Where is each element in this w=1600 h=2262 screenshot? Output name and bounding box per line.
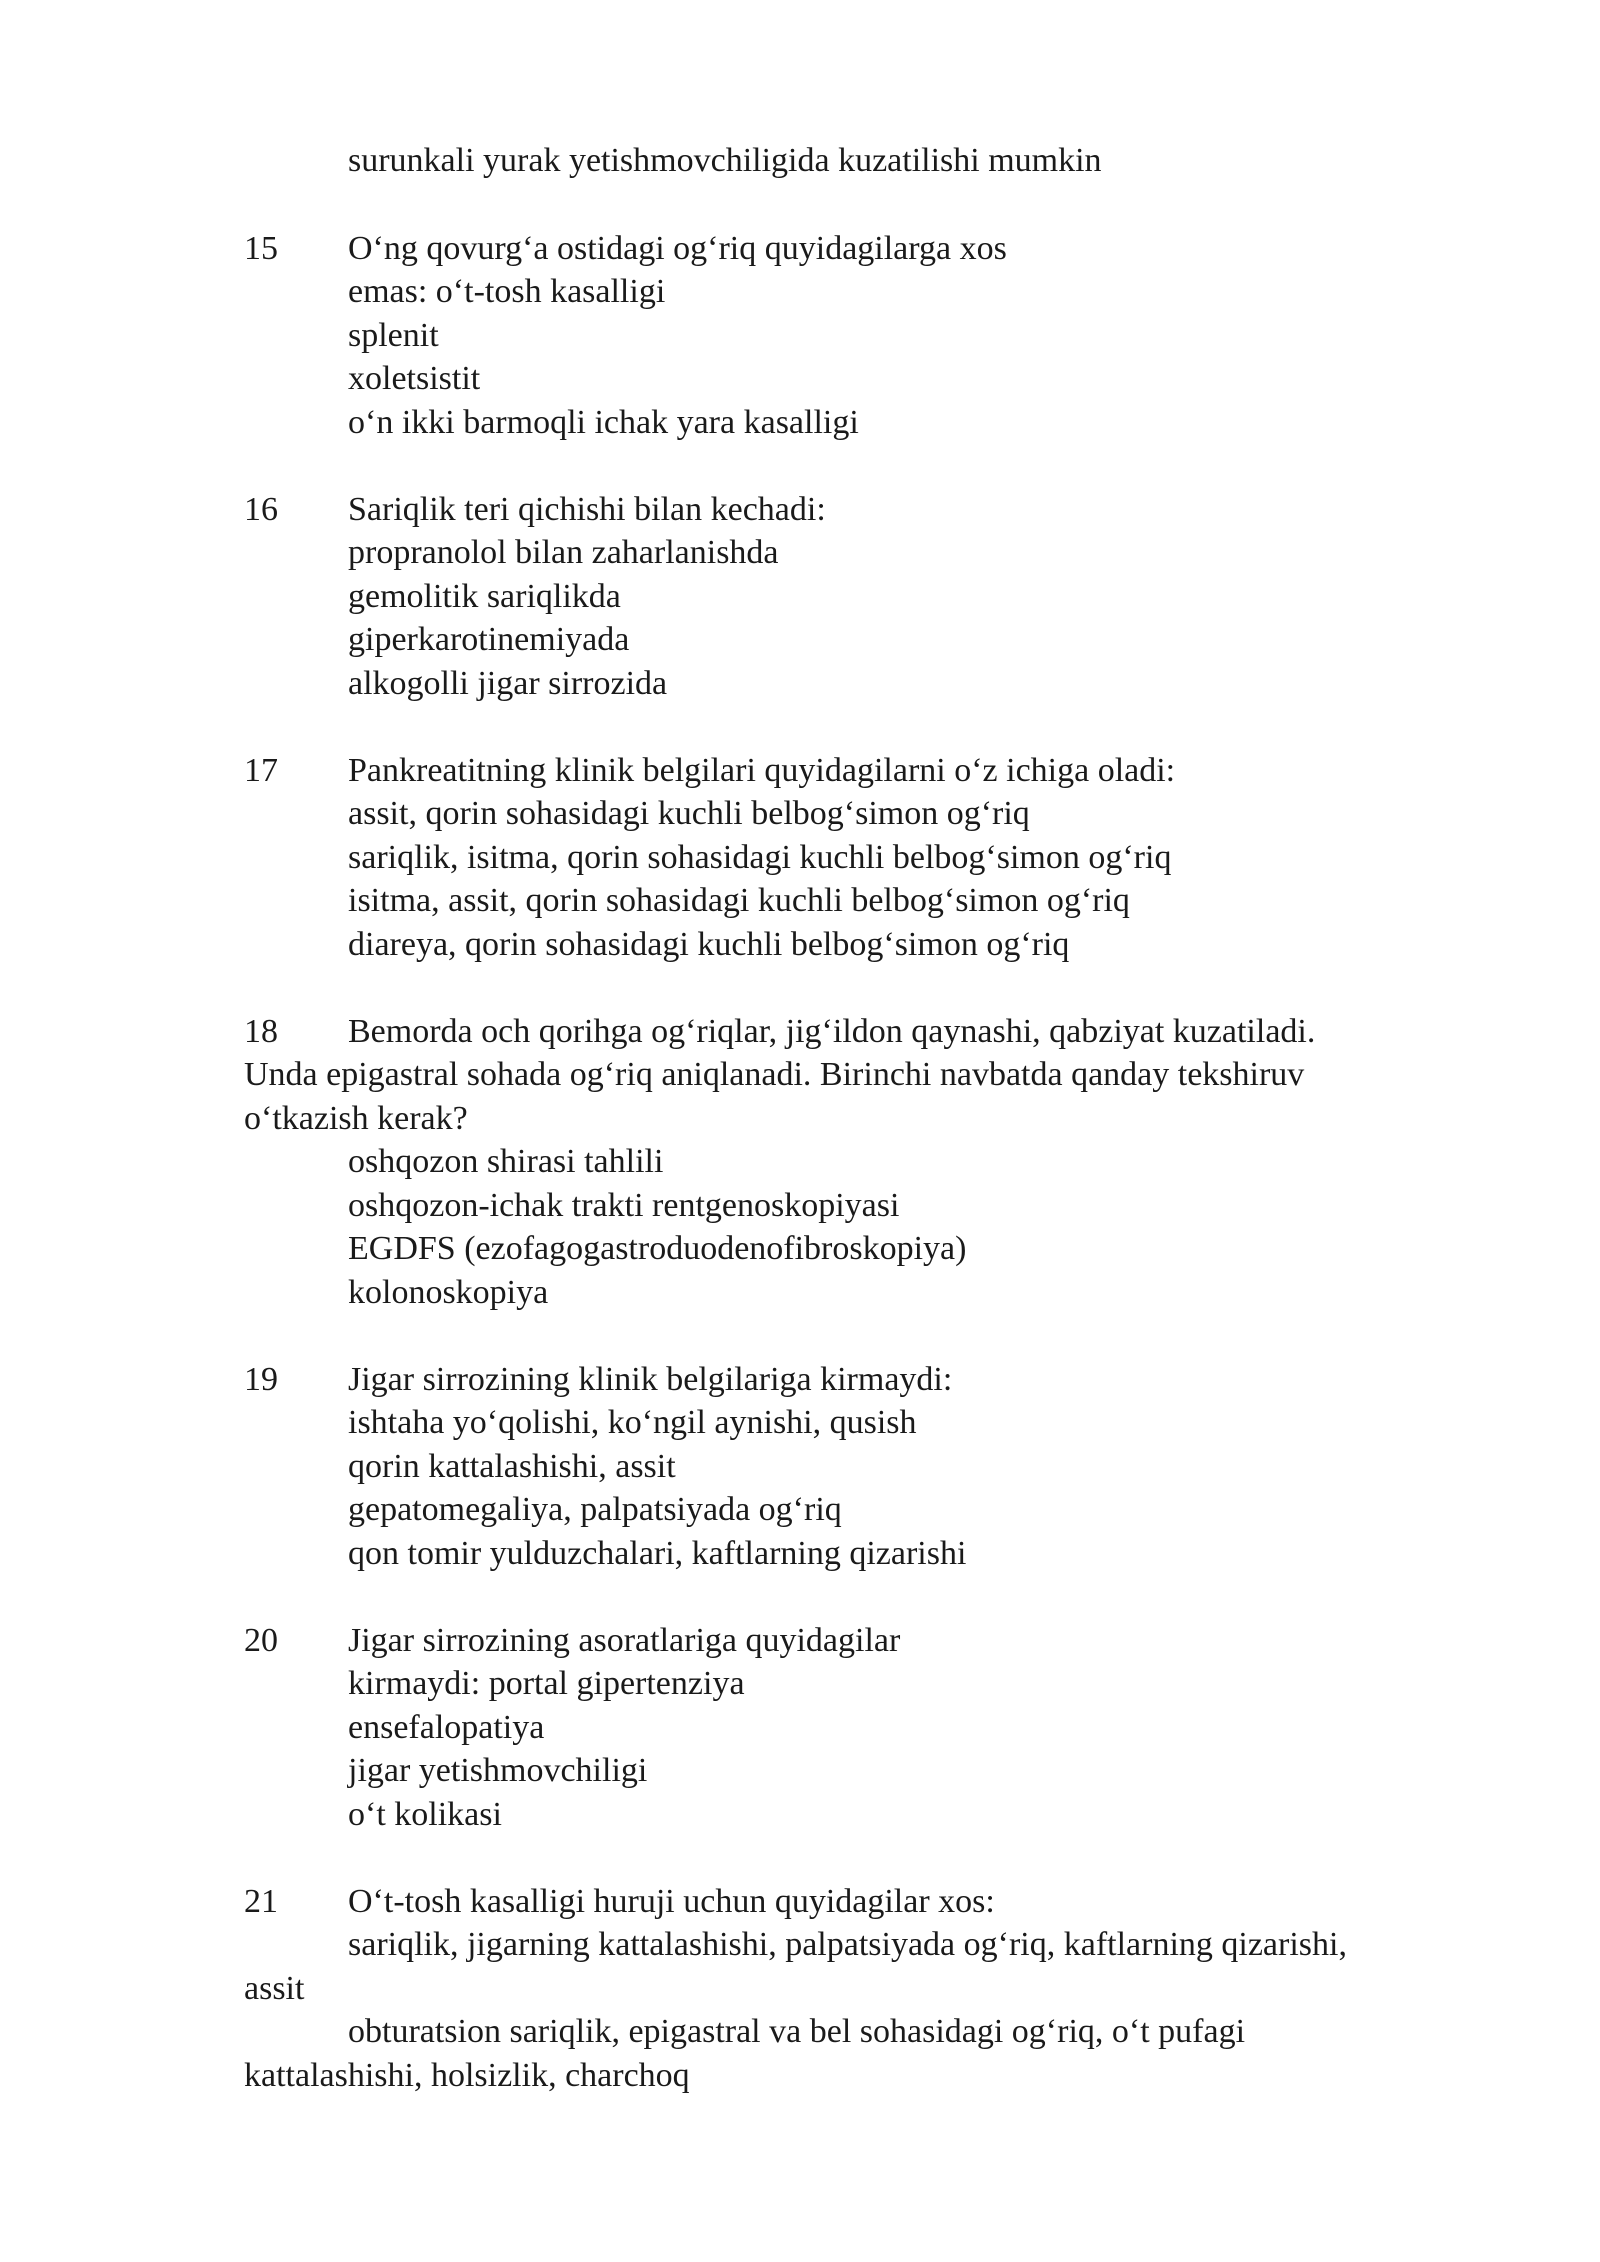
question-stem: Sariqlik teri qichishi bilan kechadi: bbox=[348, 491, 826, 528]
answer-option: splenit bbox=[348, 317, 439, 354]
answer-option: kolonoskopiya bbox=[348, 1274, 549, 1311]
answer-option: gepatomegaliya, palpatsiyada og‘riq bbox=[348, 1491, 842, 1528]
question-stem: O‘ng qovurg‘a ostidagi og‘riq quyidagilarga xos bbox=[348, 230, 1007, 267]
answer-option: jigar yetishmovchiligi bbox=[348, 1752, 648, 1789]
question-stem: Pankreatitning klinik belgilari quyidagilarni o‘z ichiga oladi: bbox=[348, 752, 1176, 789]
lead-line: surunkali yurak yetishmovchiligida kuzatilishi mumkin bbox=[348, 142, 1102, 179]
answer-option: qorin kattalashishi, assit bbox=[348, 1448, 676, 1485]
question-stem: O‘t-tosh kasalligi huruji uchun quyidagilar xos: bbox=[348, 1883, 995, 1920]
answer-option: xoletsistit bbox=[348, 360, 481, 397]
answer-option-continuation: assit bbox=[244, 1970, 305, 2007]
answer-option: alkogolli jigar sirrozida bbox=[348, 665, 668, 702]
answer-option: gemolitik sariqlikda bbox=[348, 578, 621, 615]
answer-option: diareya, qorin sohasidagi kuchli belbog‘simon og‘riq bbox=[348, 926, 1070, 963]
answer-option: propranolol bilan zaharlanishda bbox=[348, 534, 779, 571]
question-number: 20 bbox=[244, 1622, 278, 1659]
answer-option: sariqlik, isitma, qorin sohasidagi kuchli belbog‘simon og‘riq bbox=[348, 839, 1172, 876]
answer-option: oshqozon shirasi tahlili bbox=[348, 1143, 664, 1180]
question-stem: Bemorda och qorihga og‘riqlar, jig‘ildon qaynashi, qabziyat kuzatiladi. bbox=[348, 1013, 1316, 1050]
question-number: 15 bbox=[244, 230, 278, 267]
answer-option: isitma, assit, qorin sohasidagi kuchli belbog‘simon og‘riq bbox=[348, 882, 1130, 919]
answer-option: assit, qorin sohasidagi kuchli belbog‘simon og‘riq bbox=[348, 795, 1030, 832]
question-number: 18 bbox=[244, 1013, 278, 1050]
question-stem: Jigar sirrozining klinik belgilariga kirmaydi: bbox=[348, 1361, 953, 1398]
question-stem: o‘tkazish kerak? bbox=[244, 1100, 468, 1137]
answer-option: qon tomir yulduzchalari, kaftlarning qizarishi bbox=[348, 1535, 967, 1572]
question-number: 16 bbox=[244, 491, 278, 528]
answer-option: o‘t kolikasi bbox=[348, 1796, 502, 1833]
answer-option: o‘n ikki barmoqli ichak yara kasalligi bbox=[348, 404, 859, 441]
answer-option: sariqlik, jigarning kattalashishi, palpatsiyada og‘riq, kaftlarning qizarishi, bbox=[348, 1926, 1347, 1963]
answer-option: ensefalopatiya bbox=[348, 1709, 545, 1746]
answer-option: obturatsion sariqlik, epigastral va bel sohasidagi og‘riq, o‘t pufagi bbox=[348, 2013, 1246, 2050]
question-stem: Jigar sirrozining asoratlariga quyidagilar bbox=[348, 1622, 901, 1659]
question-number: 17 bbox=[244, 752, 278, 789]
question-number: 21 bbox=[244, 1883, 278, 1920]
answer-option: EGDFS (ezofagogastroduodenofibroskopiya) bbox=[348, 1230, 967, 1267]
answer-option: ishtaha yo‘qolishi, ko‘ngil aynishi, qusish bbox=[348, 1404, 917, 1441]
answer-option: oshqozon-ichak trakti rentgenoskopiyasi bbox=[348, 1187, 900, 1224]
answer-option: giperkarotinemiyada bbox=[348, 621, 630, 658]
question-number: 19 bbox=[244, 1361, 278, 1398]
answer-option-continuation: kattalashishi, holsizlik, charchoq bbox=[244, 2057, 690, 2094]
question-stem: emas: o‘t-tosh kasalligi bbox=[348, 273, 666, 310]
question-stem: kirmaydi: portal gipertenziya bbox=[348, 1665, 745, 1702]
question-stem: Unda epigastral sohada og‘riq aniqlanadi. Birinchi navbatda qanday tekshiruv bbox=[244, 1056, 1305, 1093]
